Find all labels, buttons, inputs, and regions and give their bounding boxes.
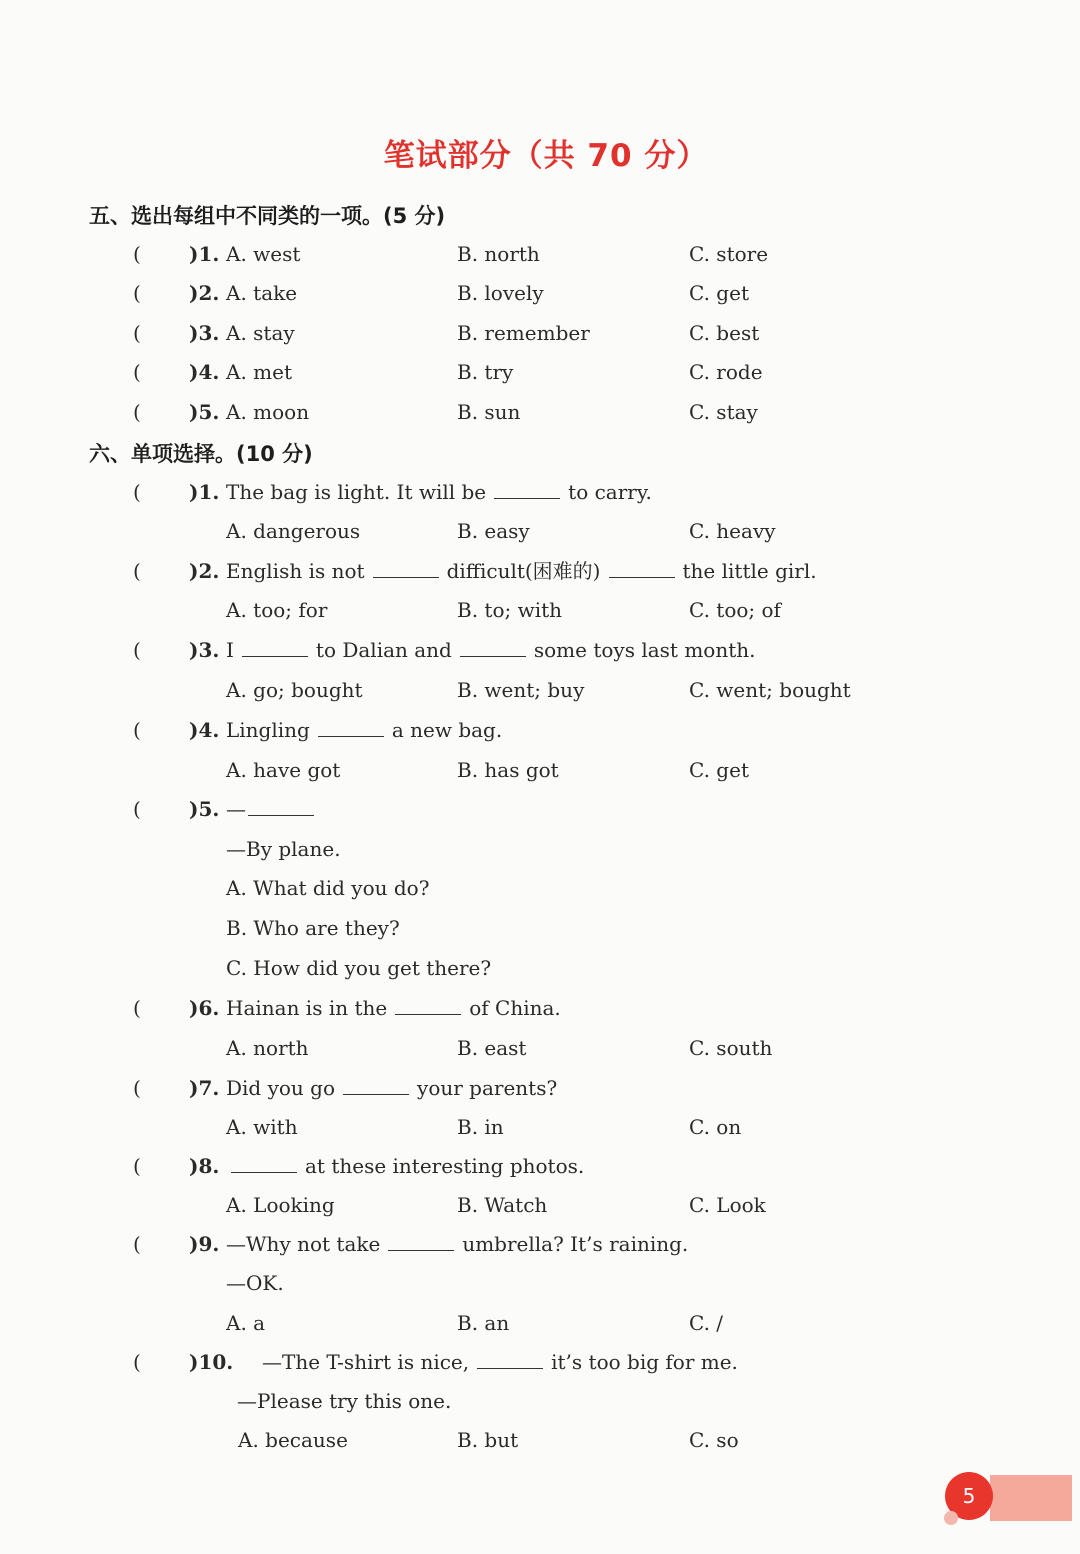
q1-options: [0, 516, 1080, 546]
answer-paren[interactable]: (: [133, 559, 141, 583]
stem-text: Lingling: [226, 718, 310, 742]
item-number: )5.: [189, 400, 220, 424]
answer-paren[interactable]: (: [133, 996, 141, 1020]
answer-paren[interactable]: (: [133, 638, 141, 662]
q1-stem: [0, 477, 1080, 507]
option-b: B. went; buy: [457, 678, 585, 702]
item-number: )8.: [189, 1154, 220, 1178]
option-a: A. a: [226, 1311, 266, 1335]
option-c: C. on: [689, 1115, 742, 1139]
stem-text: —: [226, 797, 246, 821]
s5-item-4: [0, 357, 1080, 387]
q4-stem: [0, 715, 1080, 745]
q9-options: [0, 1308, 1080, 1338]
option-b: B. Who are they?: [226, 916, 400, 940]
blank[interactable]: [242, 636, 308, 657]
blank[interactable]: [388, 1230, 454, 1251]
blank[interactable]: [343, 1074, 409, 1095]
option-a: A. What did you do?: [226, 876, 430, 900]
page-title: 笔试部分（共 70 分）: [383, 138, 709, 174]
s5-item-2: [0, 278, 1080, 308]
option-c: C. heavy: [689, 519, 776, 543]
q7-stem: [0, 1073, 1080, 1103]
blank[interactable]: [248, 795, 314, 816]
option-b: B. has got: [457, 758, 559, 782]
answer-paren[interactable]: (: [133, 1076, 141, 1100]
page-number-bar: [990, 1475, 1072, 1521]
option-b: B. to; with: [457, 598, 563, 622]
stem-text: your parents?: [417, 1076, 558, 1100]
item-number: )7.: [189, 1076, 220, 1100]
item-number: )4.: [189, 718, 220, 742]
blank[interactable]: [494, 478, 560, 499]
option-c: C. /: [689, 1311, 724, 1335]
item-number: )2.: [189, 559, 220, 583]
stem-text: umbrella? It’s raining.: [462, 1232, 689, 1256]
stem-text: Hainan is in the: [226, 996, 388, 1020]
option-c: C. How did you get there?: [226, 956, 492, 980]
q10-options: [0, 1425, 1080, 1455]
stem-text: —OK.: [226, 1271, 284, 1295]
q10-reply: [0, 1386, 1080, 1416]
answer-paren[interactable]: (: [133, 360, 141, 384]
option-a: A. stay: [226, 321, 295, 345]
stem-text: to Dalian and: [315, 638, 452, 662]
answer-paren[interactable]: (: [133, 1232, 141, 1256]
stem-text: some toys last month.: [533, 638, 756, 662]
q9-stem: [0, 1229, 1080, 1259]
option-b: B. but: [457, 1428, 519, 1452]
stem-text: difficult(困难的): [446, 559, 601, 583]
q2-stem: [0, 556, 1080, 586]
option-a: A. too; for: [226, 598, 328, 622]
option-a: A. dangerous: [226, 519, 361, 543]
option-a: A. because: [238, 1428, 348, 1452]
stem-text: of China.: [469, 996, 561, 1020]
stem-text: the little girl.: [682, 559, 817, 583]
item-number: )1.: [189, 242, 220, 266]
option-a: A. moon: [226, 400, 310, 424]
stem-text: a new bag.: [391, 718, 503, 742]
option-b: B. an: [457, 1311, 510, 1335]
section-6-heading: 六、单项选择。(10 分): [89, 442, 313, 466]
stem-text: The bag is light. It will be: [226, 480, 487, 504]
q8-options: [0, 1190, 1080, 1220]
option-c: C. rode: [689, 360, 763, 384]
q5-reply: [0, 834, 1080, 864]
item-number: )4.: [189, 360, 220, 384]
blank[interactable]: [609, 557, 675, 578]
item-number: )2.: [189, 281, 220, 305]
option-a: A. met: [226, 360, 292, 384]
stem-text: —Why not take: [226, 1232, 381, 1256]
q10-stem: [0, 1347, 1080, 1377]
answer-paren[interactable]: (: [133, 281, 141, 305]
stem-text: at these interesting photos.: [305, 1154, 585, 1178]
q4-options: [0, 755, 1080, 785]
option-c: C. get: [689, 758, 749, 782]
q5-option-a: [0, 873, 1080, 903]
option-a: A. with: [226, 1115, 298, 1139]
option-a: A. take: [226, 281, 298, 305]
option-a: A. north: [226, 1036, 309, 1060]
option-c: C. too; of: [689, 598, 781, 622]
option-b: B. north: [457, 242, 540, 266]
stem-text: Did you go: [226, 1076, 336, 1100]
answer-paren[interactable]: (: [133, 242, 141, 266]
option-b: B. lovely: [457, 281, 544, 305]
answer-paren[interactable]: (: [133, 321, 141, 345]
blank[interactable]: [460, 636, 526, 657]
answer-paren[interactable]: (: [133, 400, 141, 424]
answer-paren[interactable]: (: [133, 797, 141, 821]
q2-options: [0, 595, 1080, 625]
blank[interactable]: [477, 1348, 543, 1369]
stem-text: it’s too big for me.: [551, 1350, 738, 1374]
option-a: A. west: [226, 242, 301, 266]
item-number: )3.: [189, 321, 220, 345]
blank[interactable]: [318, 716, 384, 737]
item-number: )6.: [189, 996, 220, 1020]
answer-paren[interactable]: (: [133, 1350, 141, 1374]
q3-options: [0, 675, 1080, 705]
option-b: B. in: [457, 1115, 504, 1139]
item-number: )9.: [189, 1232, 220, 1256]
blank[interactable]: [231, 1152, 297, 1173]
q3-stem: [0, 635, 1080, 665]
q5-stem: [0, 794, 1080, 824]
answer-paren[interactable]: (: [133, 1154, 141, 1178]
option-b: B. east: [457, 1036, 527, 1060]
option-b: B. Watch: [457, 1193, 548, 1217]
option-a: A. Looking: [226, 1193, 335, 1217]
stem-text: —By plane.: [226, 837, 341, 861]
stem-text: I: [226, 638, 234, 662]
q5-option-c: [0, 953, 1080, 983]
option-c: C. so: [689, 1428, 739, 1452]
section-5-heading: 五、选出每组中不同类的一项。(5 分): [89, 204, 446, 228]
option-b: B. easy: [457, 519, 530, 543]
q6-options: [0, 1033, 1080, 1063]
option-c: C. get: [689, 281, 749, 305]
q8-stem: [0, 1151, 1080, 1181]
s5-item-1: [0, 239, 1080, 269]
s5-item-5: [0, 397, 1080, 427]
stem-text: —The T-shirt is nice,: [262, 1350, 470, 1374]
answer-paren[interactable]: (: [133, 480, 141, 504]
item-number: )1.: [189, 480, 220, 504]
stem-text: —Please try this one.: [237, 1389, 452, 1413]
option-b: B. sun: [457, 400, 521, 424]
option-c: C. store: [689, 242, 769, 266]
stem-text: to carry.: [568, 480, 652, 504]
option-c: C. went; bought: [689, 678, 851, 702]
item-number: )10.: [189, 1350, 234, 1374]
q7-options: [0, 1112, 1080, 1142]
option-c: C. south: [689, 1036, 773, 1060]
q9-reply: [0, 1268, 1080, 1298]
option-a: A. have got: [226, 758, 341, 782]
option-b: B. remember: [457, 321, 590, 345]
item-number: )5.: [189, 797, 220, 821]
option-c: C. best: [689, 321, 760, 345]
option-c: C. Look: [689, 1193, 766, 1217]
blank[interactable]: [373, 557, 439, 578]
stem-text: English is not: [226, 559, 365, 583]
option-a: A. go; bought: [226, 678, 363, 702]
page-number: 5: [945, 1472, 993, 1520]
q5-option-b: [0, 913, 1080, 943]
page-number-dot: [944, 1511, 958, 1525]
option-c: C. stay: [689, 400, 758, 424]
answer-paren[interactable]: (: [133, 718, 141, 742]
option-b: B. try: [457, 360, 514, 384]
q6-stem: [0, 993, 1080, 1023]
s5-item-3: [0, 318, 1080, 348]
item-number: )3.: [189, 638, 220, 662]
blank[interactable]: [395, 994, 461, 1015]
